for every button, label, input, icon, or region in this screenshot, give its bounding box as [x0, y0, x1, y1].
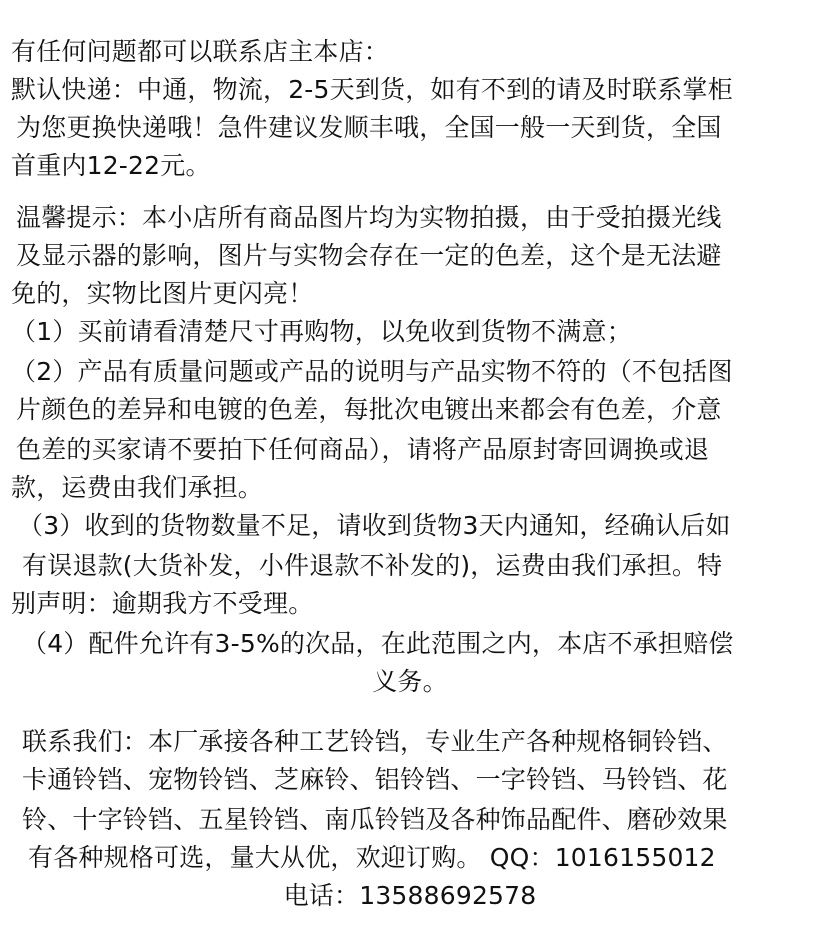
contact-line: 有各种规格可选，量大从优，欢迎订购。 QQ：1016155012: [28, 843, 716, 872]
tips-line: （2）产品有质量问题或产品的说明与产品实物不符的（不包括图: [11, 357, 733, 386]
tips-line: 免的，实物比图片更闪亮！: [11, 279, 314, 308]
tips-line: 有误退款(大货补发，小件退款不补发的)，运费由我们承担。特: [22, 551, 723, 580]
tips-line: 别声明：逾期我方不受理。: [11, 589, 314, 618]
tips-line: 温馨提示：本小店所有商品图片均为实物拍摄，由于受拍摄光线: [16, 203, 722, 232]
notice-line: 默认快递：中通，物流，2-5天到货，如有不到的请及时联系掌柜: [11, 75, 733, 104]
tips-line: （4）配件允许有3-5%的次品，在此范围之内，本店不承担赔偿: [22, 629, 734, 658]
notice-line: 有任何问题都可以联系店主本店：: [11, 37, 390, 66]
contact-line: 铃、十字铃铛、五星铃铛、南瓜铃铛及各种饰品配件、磨砂效果: [22, 805, 728, 834]
tips-line: 片颜色的差异和电镀的色差，每批次电镀出来都会有色差，介意: [16, 395, 722, 424]
notice-line: 首重内12-22元。: [11, 151, 211, 180]
tips-line: 色差的买家请不要拍下任何商品），请将产品原封寄回调换或退: [16, 435, 710, 464]
tips-line: （1）买前请看清楚尺寸再购物，以免收到货物不满意；: [11, 317, 632, 346]
tips-line: 款，运费由我们承担。: [11, 473, 264, 502]
tips-line: （3）收到的货物数量不足，请收到货物3天内通知，经确认后如: [18, 511, 731, 540]
tips-line: 及显示器的影响，图片与实物会存在一定的色差，这个是无法避: [16, 241, 722, 270]
contact-line: 联系我们：本厂承接各种工艺铃铛，专业生产各种规格铜铃铛、: [22, 727, 728, 756]
contact-line: 卡通铃铛、宠物铃铛、芝麻铃、铝铃铛、一字铃铛、马铃铛、花: [22, 765, 728, 794]
phone-line: 电话：13588692578: [283, 881, 537, 910]
notice-line: 为您更换快递哦！急件建议发顺丰哦，全国一般一天到货，全国: [16, 113, 722, 142]
tips-line: 义务。: [372, 667, 448, 696]
